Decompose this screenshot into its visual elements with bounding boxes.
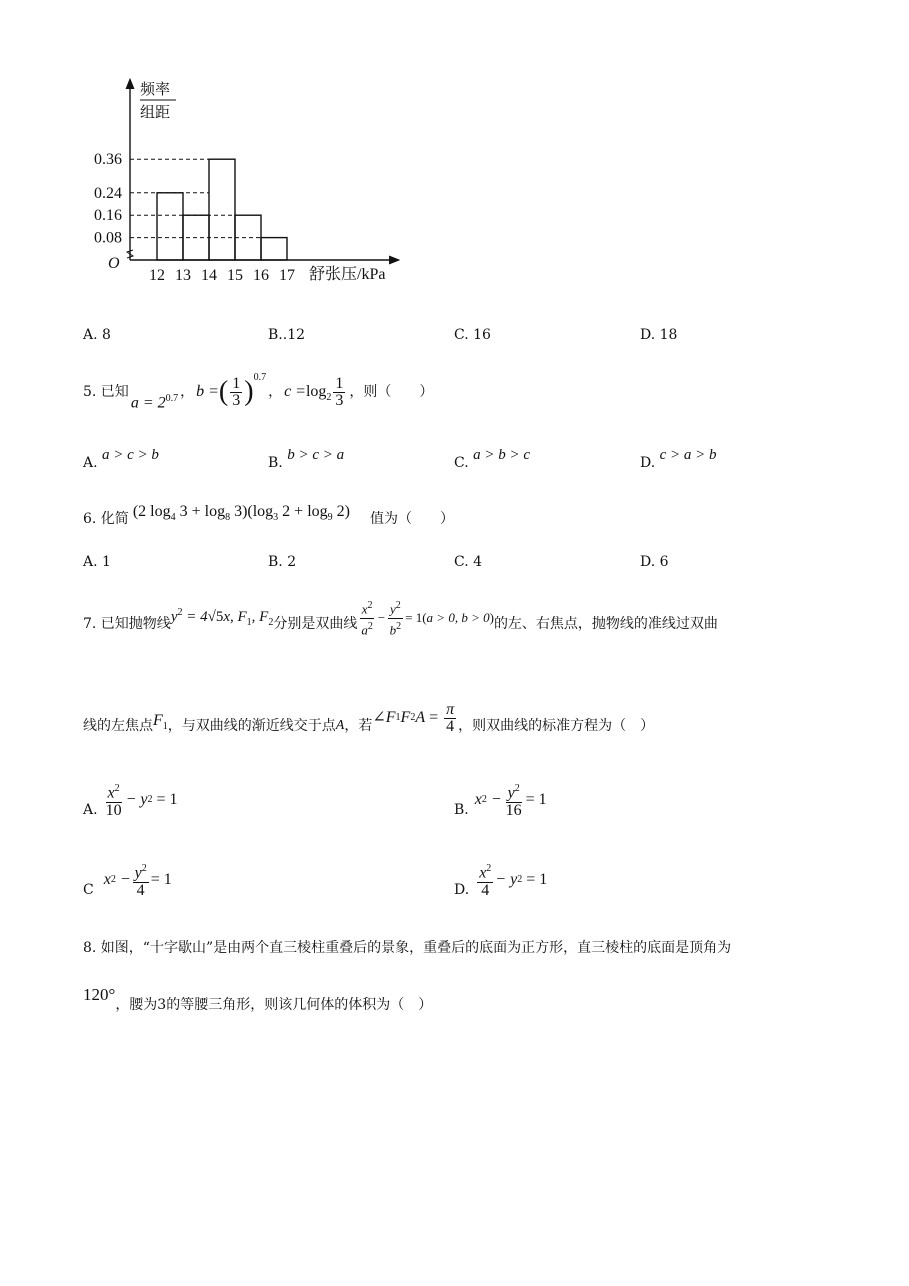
- q8-stem-line2: 120° ，腰为3的等腰三角形，则该几何体的体积为（ ）: [83, 985, 433, 1013]
- q4-option-b: B..12: [268, 327, 306, 343]
- histogram-bar: [209, 159, 235, 260]
- y-tick-label: 0.24: [94, 184, 122, 202]
- histogram-chart: [78, 72, 418, 292]
- q7-option-c: C x 2 − $\frac{y^2}{4}$ = 1: [83, 863, 172, 899]
- q4-option-a: A. 8: [83, 327, 111, 343]
- histogram-bar: [261, 238, 287, 260]
- q6-option-d: D. 6: [640, 554, 669, 570]
- x-tick-label: 13: [175, 267, 191, 284]
- q6-option-a: A. 1: [83, 554, 111, 570]
- q5-option-a: A. a > c > b: [83, 447, 159, 471]
- y-tick-label: 0.16: [94, 207, 122, 225]
- origin-label: O: [108, 255, 120, 272]
- q6-stem: 6. 化简 (2 $\log_4 3 + \log_8 3)(\log_3$ $2 + \log_9 2$) 值为（ ）: [83, 502, 454, 527]
- q7-f1-symbol: $F_1$: [153, 711, 168, 733]
- q4-option-d: D. 18: [640, 327, 678, 343]
- q7-option-d: D. $\frac{x^2}{4}$ − y 2 = 1: [454, 863, 548, 899]
- histogram-bar: [157, 193, 183, 260]
- q5-expr-a: $a = 2^{0.7}$: [130, 392, 179, 412]
- q6-option-c: C. 4: [454, 554, 483, 570]
- x-tick-label: 16: [253, 267, 269, 284]
- q6-expression: (2 $\log_4 3 + \log_8 3)(\log_3$ $2 + \log_9 2$): [132, 502, 350, 524]
- q5-option-b: B. b > c > a: [268, 447, 345, 471]
- q6-option-b: B. 2: [268, 554, 297, 570]
- q4-option-c: C. 16: [454, 327, 491, 343]
- q5-stem: 5. 已知 $a = 2^{0.7}$ ， b = ( $\frac{1}{3}$ ) $^{0.7}$ ， c = log $_2$ $\frac{1}{3}$ ，则（ ）: [83, 372, 434, 412]
- histogram-figure: [78, 72, 418, 292]
- q5-option-c: C. a > b > c: [454, 447, 531, 471]
- q7-option-b: B. x 2 − $\frac{y^2}{16}$ = 1: [454, 783, 547, 819]
- axis-break: [127, 250, 133, 258]
- q5-option-d: D. c > a > b: [640, 447, 717, 471]
- y-label-bottom: 组距: [140, 105, 171, 121]
- x-axis-label: 舒张压/kPa: [309, 266, 386, 283]
- y-tick-label: 0.36: [94, 151, 122, 169]
- q7-stem-line2: 线的左焦点 $F_1$ ，与双曲线的渐近线交于点 A ，若 ∠F 1 F 2 A = $\frac{\pi}{4}$ ，则双曲线的标准方程为（ ）: [83, 700, 655, 735]
- y-tick-label: 0.08: [94, 229, 122, 247]
- q7-hyperbola-expr: $\frac{x^2}{a^2}$ − $\frac{y^2}{b^2}$ = 1( a > 0, b > 0 ): [361, 600, 494, 637]
- x-tick-label: 15: [227, 267, 243, 284]
- q7-parabola-expr: $y^2 = 4√5x$, $F_1$, $F_2$: [170, 607, 274, 628]
- q5-expr-b: b = ( $\frac{1}{3}$ ) $^{0.7}$: [196, 372, 267, 409]
- q7-angle-expr: ∠F 1 F 2 A = $\frac{\pi}{4}$: [372, 700, 455, 735]
- x-tick-label: 17: [279, 267, 295, 284]
- x-tick-label: 12: [149, 267, 165, 284]
- q7-option-a: A. $\frac{x^2}{10}$ − y 2 = 1: [83, 783, 178, 819]
- q5-expr-c: c = log $_2$ $\frac{1}{3}$: [284, 374, 344, 409]
- q7-stem-line1: 7. 已知抛物线 $y^2 = 4√5x$, $F_1$, $F_2$ 分别是双曲线 $\frac{x^2}{a^2}$ − $\frac{y^2}{b^2}$ = 1( a > 0, b > 0 ) 的左、右焦点，抛物线的准线过双曲: [83, 600, 718, 637]
- q8-angle: 120°: [83, 985, 116, 1004]
- x-tick-label: 14: [201, 267, 217, 284]
- y-label-top: 频率: [140, 82, 171, 98]
- q8-stem-line1: 8. 如图，“十字歇山”是由两个直三棱柱重叠后的景象，重叠后的底面为正方形，直三棱柱的底面是顶角为: [83, 940, 732, 956]
